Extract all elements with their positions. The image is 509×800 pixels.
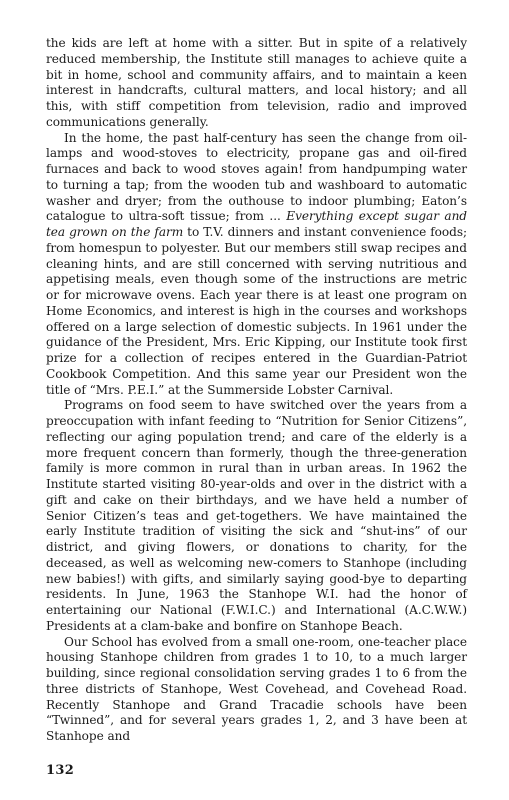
paragraph-4: Our School has evolved from a small one-room, one-teacher place housing Stanhope children from grades 1 to 10, to a much larger building, since regional consolidation serving grades 1 to 6 from the three districts of Stanhope, West Covehead, and Covehead Road. Recently Stanhope and Grand Tracadie schools have been “Twinned”, and for several years grades 1, 2, and 3 have been at Stanhope and xyxy=(46,634,467,743)
page-number: 132 xyxy=(46,763,75,778)
paragraph-2-text-after: to T.V. dinners and instant convenience foods; from homespun to polyester. But our members still swap recipes and cleaning hints, and are still concerned with serving nutritious and appetising meals, even though some of the instructions are metric or for microwave ovens. Each year there is at least one program on Home Economics, and interest is high in the courses and workshops offered on a large selection of domestic subjects. In 1961 under the guidance of the President, Mrs. Eric Kipping, our Institute took first prize for a collection of recipes entered in the Guardian-Patriot Cookbook Competition. And this same year our President won the title of “Mrs. P.E.I.” at the Summerside Lobster Carnival. xyxy=(46,225,467,397)
paragraph-3: Programs on food seem to have switched over the years from a preoccupation with infant feeding to “Nutrition for Senior Citizens”, reflecting our aging population trend; and care of the elderly is a more frequent concern than formerly, though the three-generation family is more common in rural than in urban areas. In 1962 the Institute started visiting 80-year-olds and over in the district with a gift and cake on their birthdays, and we have held a number of Senior Citizen’s teas and get-togethers. We have maintained the early Institute tradition of visiting the sick and “shut-ins” of our district, and giving flowers, or donations to charity, for the deceased, as well as welcoming new-comers to Stanhope (including new babies!) with gifts, and similarly saying good-bye to departing residents. In June, 1963 the Stanhope W.I. had the honor of entertaining our National (F.W.I.C.) and International (A.C.W.W.) Presidents at a clam-bake and bonfire on Stanhope Beach. xyxy=(46,398,467,633)
paragraph-2-italic-quote: Everything except sugar and tea grown on the farm xyxy=(46,209,467,239)
paragraph-2 xyxy=(46,131,467,399)
paragraph-1: the kids are left at home with a sitter. But in spite of a relatively reduced membership, the Institute still manages to achieve quite a bit in home, school and community affairs, and to maintain a keen interest in handcrafts, cultural matters, and local history; and all this, with stiff competition from television, radio and improved communications generally. xyxy=(46,36,467,129)
paragraph-2-text-before: In the home, the past half-century has seen the change from oil-lamps and wood-stoves to electricity, propane gas and oil-fired furnaces and back to wood stoves again! from handpumping water to turning a tap; from the wooden tub and washboard to automatic washer and dryer; from the outhouse to indoor plumbing; Eaton’s catalogue to ultra-soft tissue; from ... xyxy=(46,130,467,224)
